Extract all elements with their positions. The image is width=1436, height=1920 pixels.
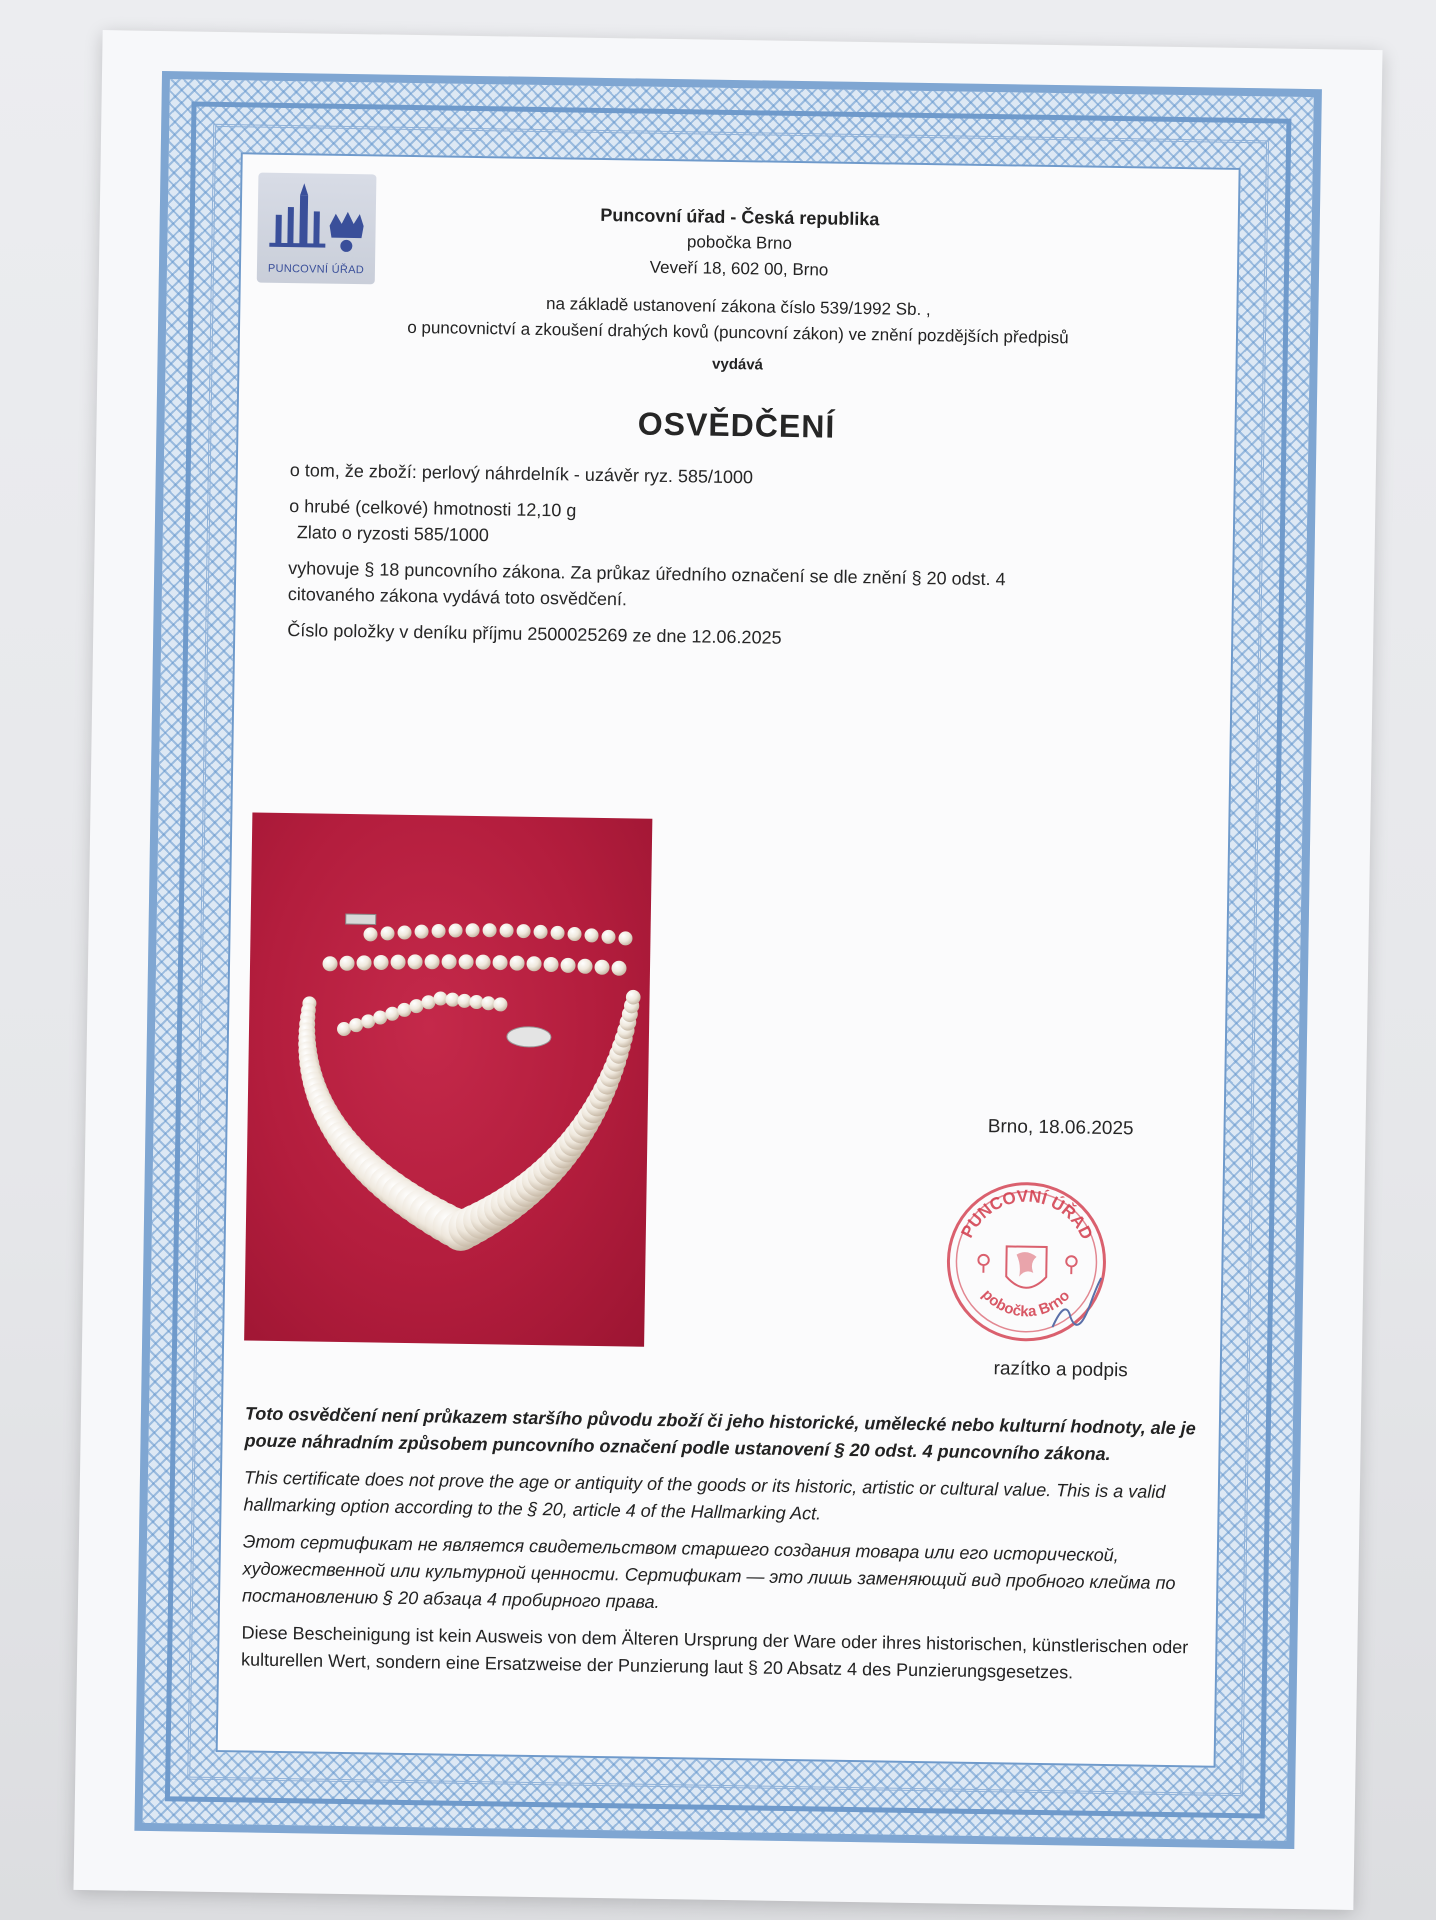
issue-date: Brno, 18.06.2025 [987,1116,1134,1140]
goods-description: o tom, že zboží: perlový náhrdelník - uzávěr ryz. 585/1000 [289,460,754,488]
law-reference: na základě ustanovení zákona číslo 539/1992 Sb. , [545,294,931,320]
guilloche-border [134,71,1322,1849]
svg-text:PUNCOVNÍ ÚŘAD [957,1185,1097,1242]
certificate-paper [73,30,1382,1910]
certificate-body [287,457,1194,657]
issues-label: vydává [711,355,764,374]
gold-purity: Zlato o ryzosti 585/1000 [296,522,490,546]
svg-text:⚲: ⚲ [1063,1252,1080,1278]
certificate-content [216,152,1241,1768]
svg-text:⚲: ⚲ [975,1250,992,1277]
compliance-line-1: vyhovuje § 18 puncovního zákona. Za průkaz úředního označení se dle znění § 20 odst. 4 [288,558,1006,590]
pearl-necklace-photo [244,813,652,1347]
item-number: Číslo položky v deníku příjmu 2500025269 ze dne 12.06.2025 [287,620,782,648]
branch-name: pobočka Brno [686,232,793,253]
stamp-top-text: PUNCOVNÍ ÚŘAD [957,1186,1097,1243]
certificate-title: OSVĚDČENÍ [637,405,836,445]
gross-weight: o hrubé (celkové) hmotnosti 12,10 g [289,496,577,521]
stamp-bottom-text: pobočka Brno [978,1286,1074,1321]
disclaimer-de: Diese Bescheinigung ist kein Ausweis von dem Älteren Ursprung der Ware oder ihres historischen, künstlerischen oder kulturellen Wert, sondern eine Ersatzweise der Punzierung laut § 20 Absatz 4 des Punzierungsgesetzes. [240,1622,1189,1683]
law-description: o puncovnictví a zkoušení drahých kovů (puncovní zákon) ve znění pozdějších předpisů [407,317,1069,348]
disclaimer-en: This certificate does not prove the age or antiquity of the goods or its historic, artistic or cultural value. This is a valid hallmarking option according to the § 20, article 4 of the Hallmarking Act. [243,1467,1166,1524]
issuer-header [239,196,1238,388]
pearl-necklace-icon [244,813,652,1347]
stamp-and-signature-label: razítko a podpis [993,1358,1128,1382]
disclaimer-notes [241,1400,1203,1698]
logo-text: PUNCOVNÍ ÚŘAD [267,262,365,277]
office-name: Puncovní úřad - Česká republika [600,204,880,230]
official-stamp-icon [940,1175,1113,1348]
compliance-line-2: citovaného zákona vydává toto osvědčení. [287,584,628,610]
office-address: Veveří 18, 602 00, Brno [649,257,829,280]
disclaimer-ru: Этот сертификат не является свидетельством старшего создания товара или его исторической, художественной или культурной ценности. Сертификат — это лишь заменяющий вид пробного клейма по постановлению § 20 абзаца 4 пробирного права. [241,1531,1176,1613]
disclaimer-cz: Toto osvědčení není průkazem staršího původu zboží či jeho historické, umělecké nebo kulturní hodnoty, ale je pouze náhradním způsobem puncovního označení podle ustanovení § 20 odst. 4 puncovního zákona. [244,1403,1196,1465]
